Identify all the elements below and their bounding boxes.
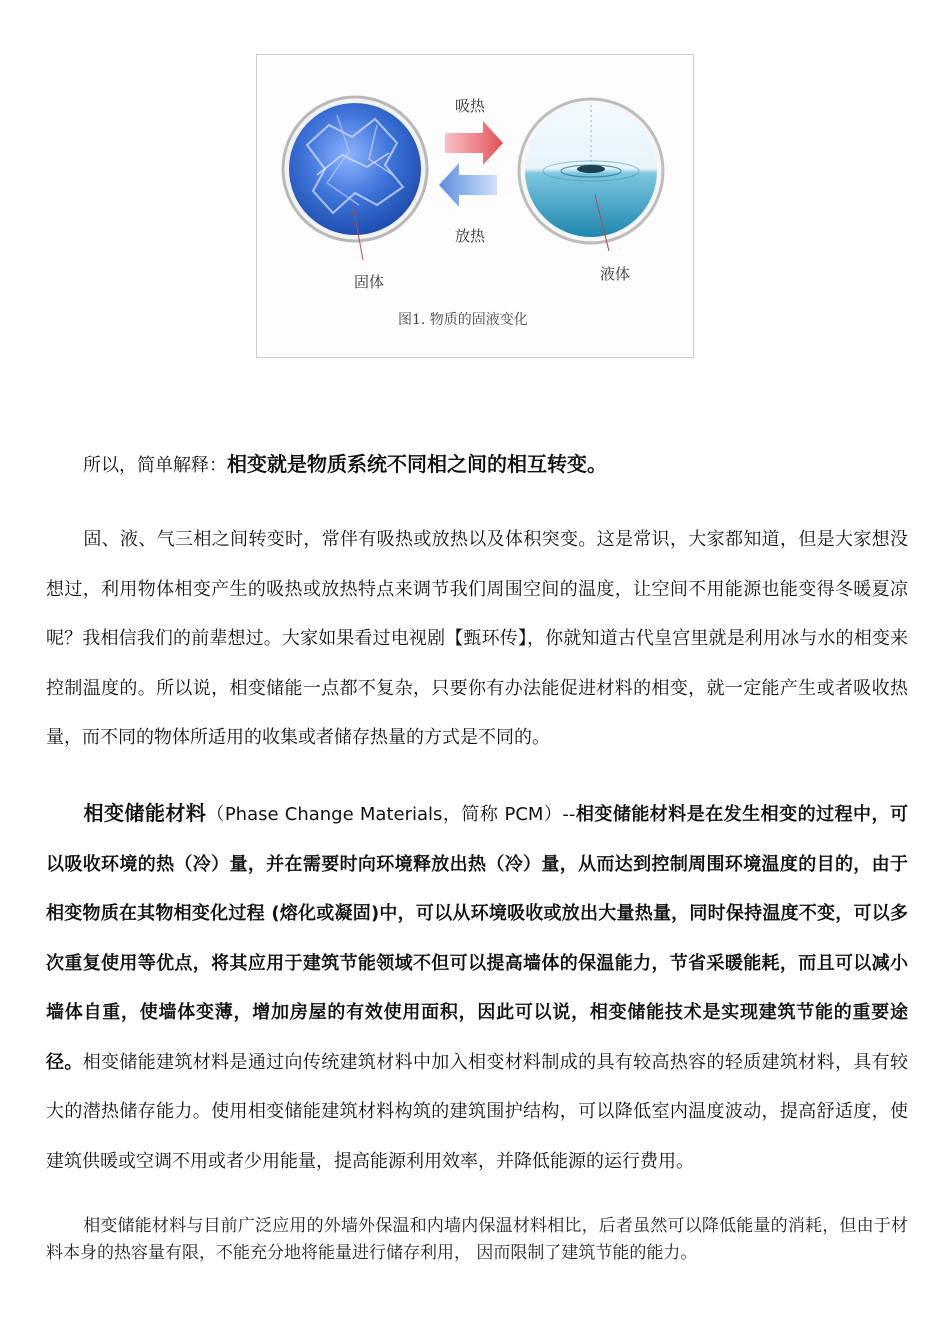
pcm-definition-paragraph [46, 789, 908, 1186]
release-label: 放热 [455, 227, 486, 245]
phase-intro-paragraph [46, 515, 908, 763]
comparison-text: 相变储能材料与目前广泛应用的外墙外保温和内墙内保温材料相比，后者虽然可以降低能量的消耗，但由于材料本身的热容量有限，不能充分地将能量进行储存利用， 因而限制了建筑节能的能力。 [46, 1216, 908, 1263]
figure-caption: 图1. 物质的固液变化 [398, 312, 528, 328]
phase-change-figure [256, 54, 694, 358]
pcm-english: （Phase Change Materials，简称 PCM）-- [206, 804, 576, 825]
pcm-bold-text: 相变储能材料是在发生相变的过程中，可以吸收环境的热（冷）量，并在需要时向环境释放出热（冷）量，从而达到控制周围环境温度的目的，由于相变物质在其物相变化过程 (熔化或凝固)中，可以从环境吸收或放出大量热量，同时保持温度不变，可以多次重复使用等优点，将其应用于建筑节能领域不但可以提高墙体的保温能力，节省采暖能耗，而且可以减小墙体自重，使墙体变薄，增加房屋的有效使用面积，因此可以说，相变储能技术是实现建筑节能的重要途径。 [46, 804, 909, 1073]
summary-emphasis: 相变就是物质系统不同相之间的相互转变。 [227, 452, 607, 476]
absorb-label: 吸热 [455, 97, 486, 115]
solid-sphere [283, 97, 427, 241]
solid-label: 固体 [354, 273, 385, 291]
comparison-paragraph [46, 1213, 908, 1267]
summary-lead: 所以，简单解释： [83, 455, 227, 476]
liquid-label: 液体 [600, 265, 631, 283]
phase-intro-text: 固、液、气三相之间转变时，常伴有吸热或放热以及体积突变。这是常识，大家都知道，但是大家想没想过，利用物体相变产生的吸热或放热特点来调节我们周围空间的温度，让空间不用能源也能变得冬暖夏凉呢？我相信我们的前辈想过。大家如果看过电视剧【甄环传】，你就知道古代皇宫里就是利用冰与水的相变来控制温度的。所以说，相变储能一点都不复杂，只要你有办法能促进材料的相变，就一定能产生或者吸收热量，而不同的物体所适用的收集或者储存热量的方式是不同的。 [46, 529, 908, 748]
summary-paragraph [46, 440, 908, 491]
liquid-sphere [519, 99, 663, 243]
absorb-arrow-icon [445, 121, 503, 165]
pcm-normal-text: 相变储能建筑材料是通过向传统建筑材料中加入相变材料制成的具有较高热容的轻质建筑材料，具有较大的潜热储存能力。使用相变储能建筑材料构筑的建筑围护结构，可以降低室内温度波动，提高舒适度，使建筑供暖或空调不用或者少用能量，提高能源利用效率，并降低能源的运行费用。 [46, 1051, 909, 1172]
pcm-term: 相变储能材料 [83, 801, 207, 825]
release-arrow-icon [439, 163, 497, 207]
